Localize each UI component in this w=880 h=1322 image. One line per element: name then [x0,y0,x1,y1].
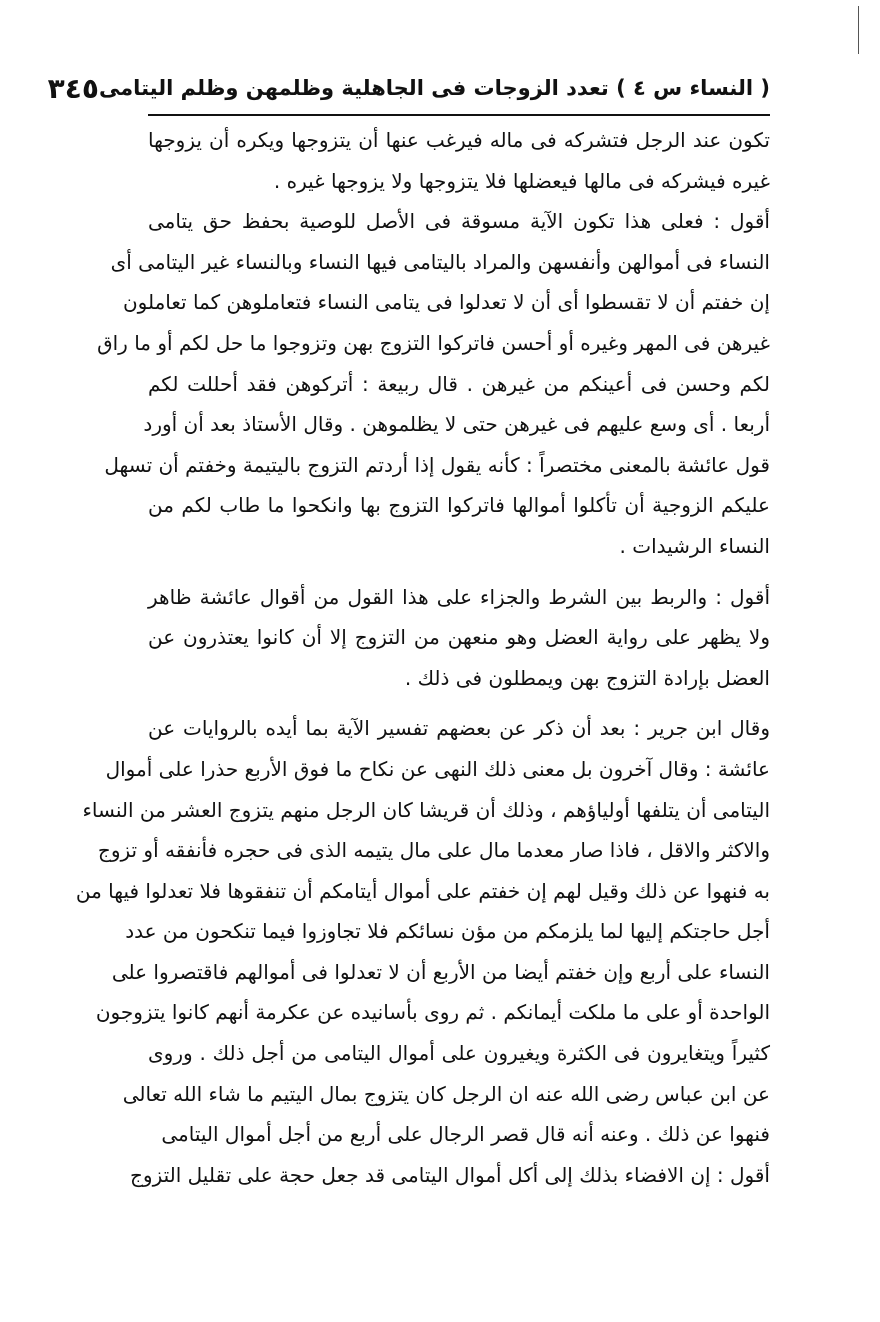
body-text [75,120,770,1195]
page-header [47,62,770,116]
text-line: أجل حاجتكم إليها لما يلزمكم من مؤن نسائكم فلا تجاوزوا فيما تنكحون من عدد [125,919,770,944]
scan-edge-mark [858,6,859,54]
text-line: عن ابن عباس رضى الله عنه ان الرجل كان يتزوج بمال اليتيم ما شاء الله تعالى [122,1081,770,1106]
text-line: النساء على أربع وإن خفتم أيضا من الأربع أن لا تعدلوا فى أموالهم فاقتصروا على [111,959,770,984]
text-line: وقال ابن جرير : بعد أن ذكر عن بعضهم تفسير الآية بما أيده بالروايات عن [148,716,770,741]
text-line: قول عائشة بالمعنى مختصراً : كأنه يقول إذا أردتم التزوج باليتيمة وخفتم أن تسهل [104,452,770,477]
text-line: أقول : إن الافضاء بذلك إلى أكل أموال اليتامى قد جعل حجة على تقليل التزوج [130,1162,770,1187]
text-line: النساء فى أموالهن وأنفسهن والمراد باليتامى فيها النساء وبالنساء غير اليتامى أى [110,249,770,274]
text-line: لكم وحسن فى أعينكم من غيرهن . قال ربيعة : أتركوهن فقد أحللت لكم [148,371,770,396]
text-line: الواحدة أو على ما ملكت أيمانكم . ثم روى بأسانيده عن عكرمة أنهم كانوا يتزوجون [95,1000,770,1025]
text-line: والاكثر والاقل ، فاذا صار معدما مال على مال يتيمه الذى فى حجره فأنفقه أو تزوج [97,838,770,863]
text-line: أقول : والربط بين الشرط والجزاء على هذا القول من أقوال عائشة ظاهر [148,584,770,609]
text-line: عائشة : وقال آخرون بل معنى ذلك النهى عن نكاح ما فوق الأربع حذرا على أموال [105,756,770,781]
text-line: إن خفتم أن لا تقسطوا أى أن لا تعدلوا فى يتامى النساء فتعاملوهن كما تعاملون [122,290,770,315]
running-head: ( النساء س ٤ ) تعدد الزوجات فى الجاهلية وظلمهن وظلم اليتامى [98,76,770,100]
text-line: غيره فيشركه فى مالها فيعضلها فلا يتزوجها ولا يزوجها غيره . [273,168,770,193]
text-line: كثيراً ويتغايرون فى الكثرة ويغيرون على أموال اليتامى من أجل ذلك . وروى [148,1041,770,1066]
text-line: عليكم الزوجية أن تأكلوا أموالها فاتركوا التزوج بها وانكحوا ما طاب لكم من [148,493,770,518]
text-line: أقول : فعلى هذا تكون الآية مسوقة فى الأصل للوصية بحفظ حق يتامى [148,209,770,234]
text-line: ولا يظهر على رواية العضل وهو منعهن من التزوج إلا أن كانوا يعتذرون عن [148,625,770,650]
text-line: به فنهوا عن ذلك وقيل لهم إن خفتم على أموال أيتامكم أن تنفقوها فلا تعدلوا فيها من [75,878,770,903]
text-line: تكون عند الرجل فتشركه فى ماله فيرغب عنها أن يتزوجها ويكره أن يزوجها [148,128,770,152]
text-line: أربعا . أى وسع عليهم فى غيرهن حتى لا يظلموهن . وقال الأستاذ بعد أن أورد [143,412,770,437]
text-line: النساء الرشيدات . [619,533,770,558]
text-line: العضل بإرادة التزوج بهن ويمطلون فى ذلك . [404,665,770,690]
text-line: غيرهن فى المهر وغيره أو أحسن فاتركوا التزوج بهن وتزوجوا ما حل لكم أو ما راق [97,330,770,355]
text-line: اليتامى أن يتلفها أولياؤهم ، وذلك أن قريشا كان الرجل منهم يتزوج العشر من النساء [82,797,770,822]
page-number: ٣٤٥ [47,71,99,105]
text-line: فنهوا عن ذلك . وعنه أنه قال قصر الرجال على أربع من أجل أموال اليتامى [161,1122,770,1147]
